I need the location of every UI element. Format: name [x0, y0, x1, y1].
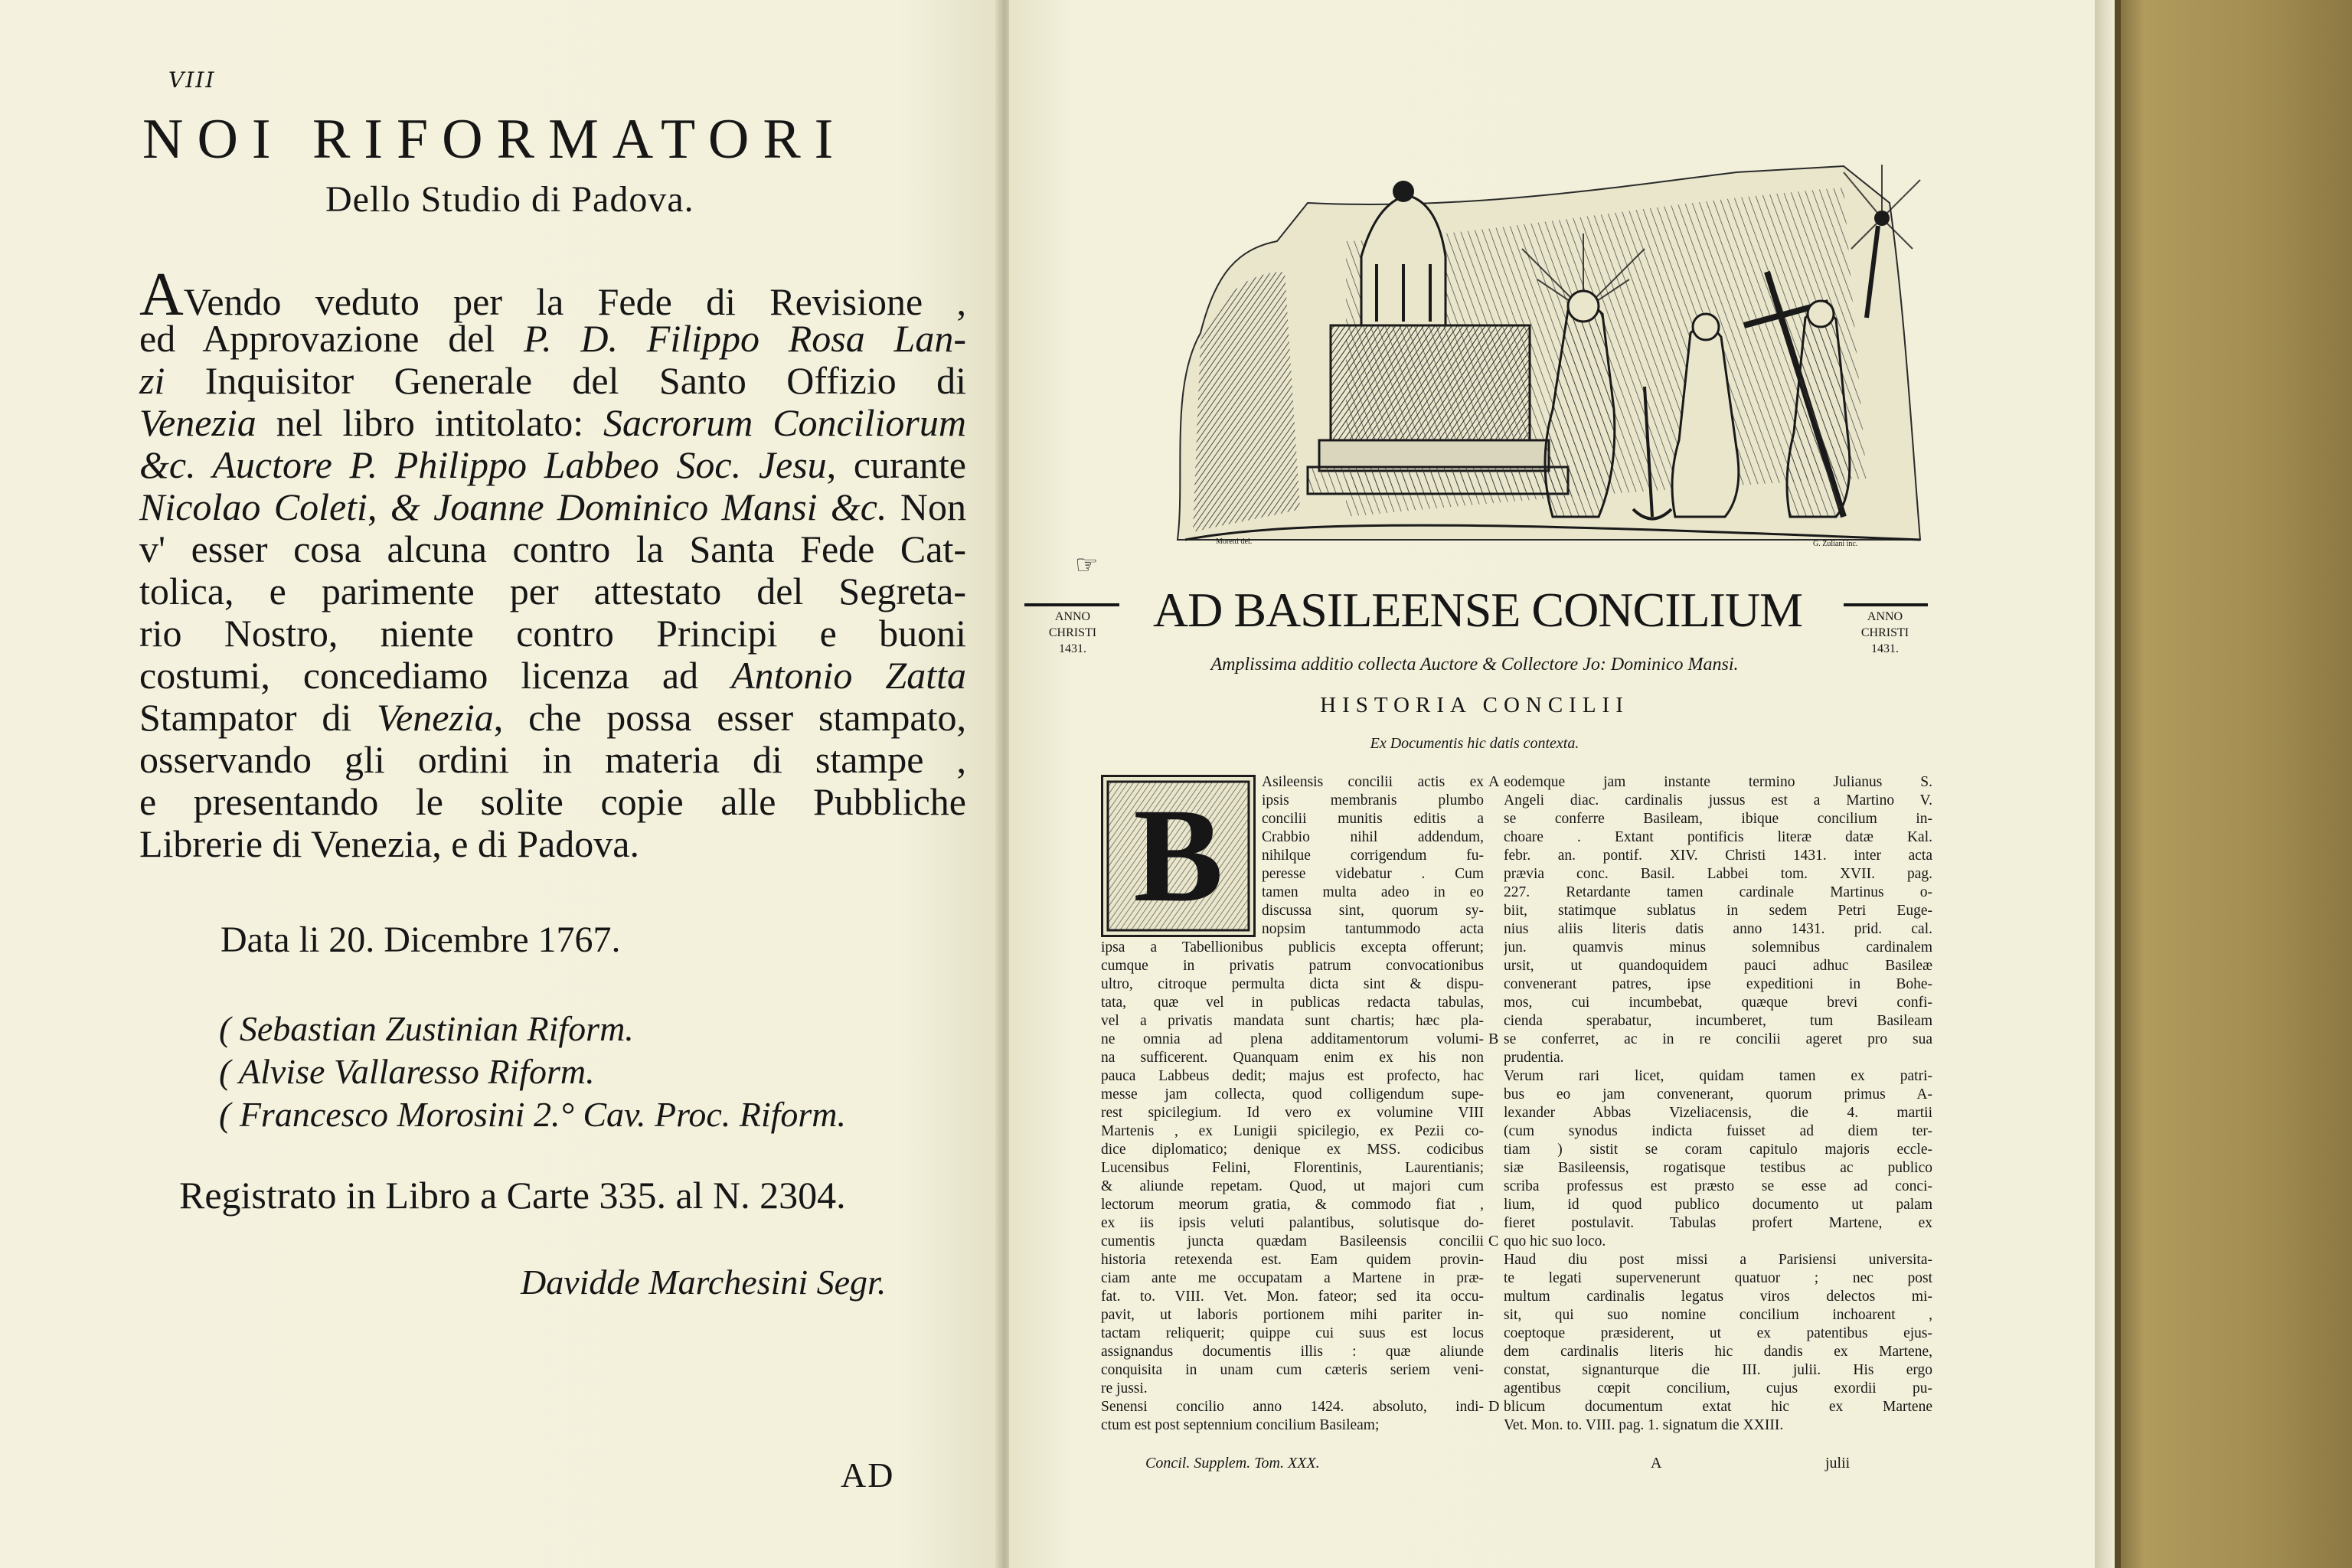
signer: ( Sebastian Zustinian Riform.: [219, 1009, 634, 1048]
initial-letter: B: [1133, 781, 1223, 930]
headpiece-engraving: [1155, 157, 1928, 555]
anno-christi-left: ANNO CHRISTI 1431.: [1048, 610, 1097, 655]
section-subheading: Ex Documentis hic datis contexta.: [1370, 735, 1579, 752]
column-line: cienda sperabatur, incumberet, tum Basileam: [1504, 1013, 1932, 1029]
column-line: tata, quæ vel in publicas redacta tabulas,: [1101, 995, 1484, 1011]
column-line: jun. quamvis minus solemnibus cardinalem: [1504, 939, 1932, 956]
column-line: tactam reliquerit; quippe cui suus est locus: [1101, 1325, 1484, 1341]
footer-signature-line: Concil. Supplem. Tom. XXX.: [1145, 1455, 1320, 1472]
column-line: rest spicilegium. Id vero ex volumine VIII: [1101, 1105, 1484, 1121]
margin-letter: B: [1488, 1031, 1499, 1047]
column-line: 227. Retardante tamen cardinale Martinus o-: [1504, 884, 1932, 900]
anno-christi-right: ANNO CHRISTI 1431.: [1860, 610, 1909, 655]
column-line: nius aliis literis datis anno 1431. prid. cal.: [1504, 921, 1932, 937]
column-line: blicum documentum extat hic ex Martene: [1504, 1399, 1932, 1415]
column-line: multum cardinalis legatus viros delectos mi-: [1504, 1289, 1932, 1305]
column-line: ne omnia ad plena additamentorum volumi-: [1101, 1031, 1484, 1047]
column-line: dice diplomatico; denique ex MSS. codicibus: [1101, 1142, 1484, 1158]
page-subtitle: Dello Studio di Padova.: [325, 179, 694, 220]
text-line: tolica, e parimente per attestato del Segreta-: [139, 570, 966, 612]
column-line: dem cardinalis literis hic dandis ex Martene,: [1504, 1344, 1932, 1360]
text-line: AVendo veduto per la Fede di Revisione ,: [139, 261, 966, 328]
column-line: constat, signanturque die III. julii. His ergo: [1504, 1362, 1932, 1378]
signers-list: [219, 1008, 846, 1136]
column-line: febr. an. pontif. XIV. Christi 1431. inter acta: [1504, 848, 1932, 864]
pointing-hand-icon: ☞: [1075, 550, 1099, 580]
column-line: concilii munitis editis a: [1262, 811, 1484, 827]
column-line: se conferre Basileam, ibique concilium in-: [1504, 811, 1932, 827]
left-page: [0, 0, 999, 1568]
license-text: [139, 261, 967, 865]
catchword: julii: [1825, 1455, 1851, 1472]
cover-edge: [2115, 0, 2121, 1568]
column-line: fieret postulavit. Tabulas profert Martene, ex: [1504, 1215, 1932, 1231]
text-line: &c. Auctore P. Philippo Labbeo Soc. Jesu, curante: [139, 443, 966, 486]
text-line: Venezia nel libro intitolato: Sacrorum Conciliorum: [139, 401, 966, 444]
column-line: (cum synodus indicta fuisset ad diem ter-: [1504, 1123, 1932, 1139]
column-line: historia retexenda est. Eam quidem provin-: [1101, 1252, 1484, 1268]
column-line: messe jam collecta, quod colligendum supe-: [1101, 1086, 1484, 1102]
column-line: peresse videbatur . Cum: [1262, 866, 1484, 882]
registration-note: Registrato in Libro a Carte 335. al N. 2304.: [179, 1174, 846, 1217]
signature-mark: A: [1651, 1455, 1662, 1472]
column-line: agentibus cœpit concilium, cujus exordii pu-: [1504, 1380, 1932, 1396]
column-line: prævia conc. Basil. Labbei tom. XVII. pag.: [1504, 866, 1932, 882]
column-line: cumentis juncta quædam Basileensis concilii: [1101, 1233, 1484, 1250]
column-line: ex iis ipsis veluti palantibus, solutisque do-: [1101, 1215, 1484, 1231]
section-heading: HISTORIA CONCILII: [1320, 693, 1629, 717]
column-line: ipsis membranis plumbo: [1262, 792, 1484, 808]
right-page: [1009, 0, 2095, 1568]
margin-letter: D: [1488, 1398, 1500, 1415]
column-line: coeptoque præsiderent, ut ex patentibus ejus-: [1504, 1325, 1932, 1341]
column-line: Vet. Mon. to. VIII. pag. 1. signatum die XXIII.: [1504, 1417, 1784, 1433]
column-line: pavit, ut laboris portionem mihi pariter in-: [1101, 1307, 1484, 1323]
chapter-subtitle: Amplissima additio collecta Auctore & Collectore Jo: Dominico Mansi.: [1210, 655, 1739, 675]
column-line: fat. to. VIII. Vet. Mon. fateor; sed ita occu-: [1101, 1289, 1484, 1305]
column-line: siæ Basileensis, rogatisque testibus ac publico: [1504, 1160, 1932, 1176]
column-line: Martenis , ex Lunigii spicilegio, ex Pezii co-: [1101, 1123, 1484, 1139]
column-line: ipsa a Tabellionibus publicis excepta offerunt;: [1101, 939, 1484, 956]
text-line: osservando gli ordini in materia di stampe ,: [139, 738, 966, 781]
column-line: Senensi concilio anno 1424. absoluto, indi-: [1101, 1399, 1484, 1415]
column-line: re jussi.: [1101, 1380, 1148, 1396]
column-line: nopsim tantummodo acta: [1262, 921, 1484, 937]
column-line: assignandus documentis illis : quæ aliunde: [1101, 1344, 1484, 1360]
column-line: discussa sint, quorum sy-: [1262, 903, 1484, 919]
column-line: ultro, citroque permulta dicta sint & dispu-: [1101, 976, 1484, 992]
column-line: se conferret, ac in re concilii ageret pro sua: [1504, 1031, 1932, 1047]
text-line: e presentando le solite copie alle Pubbliche: [139, 780, 966, 823]
column-line: Lucensibus Felini, Florentinis, Laurentianis;: [1101, 1160, 1484, 1176]
text-line: ed Approvazione del P. D. Filippo Rosa Lan-: [139, 317, 966, 360]
text-line: Nicolao Coleti, & Joanne Dominico Mansi &c. Non: [139, 485, 967, 528]
text-line: rio Nostro, niente contro Principi e buoni: [139, 612, 966, 655]
column-line: ctum est post septennium concilium Basileam;: [1101, 1417, 1380, 1433]
column-line: tiam ) sistit se coram capitulo majoris eccle-: [1504, 1142, 1932, 1158]
column-line: quo hic suo loco.: [1504, 1233, 1606, 1250]
column-line: na sufficerent. Quanquam enim ex his non: [1101, 1050, 1484, 1066]
signer: ( Alvise Vallaresso Riform.: [219, 1052, 595, 1091]
column-line: scriba professus est præsto se esse ad conci-: [1504, 1178, 1932, 1194]
column-line: Verum rari licet, quidam tamen ex patri-: [1504, 1068, 1932, 1084]
column-line: eodemque jam instante termino Julianus S.: [1504, 774, 1932, 790]
column-line: cumque in privatis patrum convocationibus: [1101, 958, 1484, 974]
column-line: Crabbio nihil addendum,: [1262, 829, 1484, 845]
book-cover: [2115, 0, 2352, 1568]
signer: ( Francesco Morosini 2.° Cav. Proc. Riform.: [219, 1095, 847, 1134]
column-line: vel a privatis mandata sunt chartis; hæc pla-: [1101, 1013, 1484, 1029]
margin-letter: C: [1488, 1233, 1499, 1250]
text-line: Stampator di Venezia, che possa esser stampato,: [139, 696, 966, 739]
page-title: NOI RIFORMATORI: [142, 108, 848, 171]
column-line: conquisita in unam cum cæteris seriem veni-: [1101, 1362, 1484, 1378]
column-line: bus eo jam convenerant, quorum primus A-: [1504, 1086, 1932, 1102]
text-column-left: [1101, 773, 1484, 1435]
column-line: tamen multa adeo in eo: [1262, 884, 1484, 900]
page-edge: [2095, 0, 2115, 1568]
column-line: lium, id quod publico documento ut palam: [1504, 1197, 1932, 1213]
text-line: costumi, concediamo licenza ad Antonio Zatta: [139, 654, 967, 697]
column-line: Angeli diac. cardinalis jussus est a Martino V.: [1504, 792, 1932, 808]
column-line: & aliunde repetam. Quod, ut majori cum: [1101, 1178, 1484, 1194]
column-line: lectorum meorum gratia, & commodo fiat ,: [1101, 1197, 1484, 1213]
catchword: AD: [841, 1455, 895, 1494]
engraver-signature-right: G. Zuliani inc.: [1813, 540, 1858, 548]
page-folio: VIII: [168, 67, 216, 93]
column-line: Asileensis concilii actis ex: [1262, 774, 1484, 790]
text-line: v' esser cosa alcuna contro la Santa Fede Cat-: [139, 528, 966, 570]
license-date: Data li 20. Dicembre 1767.: [220, 920, 621, 960]
engraver-signature-left: Moretti del.: [1216, 537, 1253, 546]
right-rule: [1844, 603, 1928, 606]
column-line: Haud diu post missi a Parisiensi universita-: [1504, 1252, 1932, 1268]
text-line: Librerie di Venezia, e di Padova.: [139, 822, 640, 865]
chapter-title: AD BASILEENSE CONCILIUM: [1152, 583, 1803, 637]
column-line: biit, statimque sublatus in sedem Petri Euge-: [1504, 903, 1932, 919]
column-line: mos, cui incumbebat, quæque brevi confi-: [1504, 995, 1932, 1011]
column-line: pauca Labbeus dedit; majus est profecto, hac: [1101, 1068, 1484, 1084]
text-column-right: [1504, 773, 1932, 1435]
column-line: convenerant patres, ipse expeditioni in Bohe-: [1504, 976, 1932, 992]
column-line: prudentia.: [1504, 1050, 1564, 1066]
column-line: te legati supervenerunt quatuor ; nec post: [1504, 1270, 1932, 1286]
column-line: lexander Abbas Vizeliacensis, die 4. martii: [1504, 1105, 1932, 1121]
column-line: sit, qui suo nomine concilium inchoarent ,: [1504, 1307, 1932, 1323]
column-line: nihilque corrigendum fu-: [1262, 848, 1484, 864]
column-line: ursit, ut quandoquidem pauci adhuc Basileæ: [1504, 958, 1932, 974]
text-line: zi Inquisitor Generale del Santo Offizio di: [139, 359, 966, 402]
column-line: ciam ante me occupatam a Martene in præ-: [1101, 1270, 1484, 1286]
secretary-signature: Davidde Marchesini Segr.: [521, 1263, 887, 1302]
margin-letter: A: [1488, 773, 1500, 790]
column-line: choare . Extant pontificis literæ datæ Kal.: [1504, 829, 1932, 845]
